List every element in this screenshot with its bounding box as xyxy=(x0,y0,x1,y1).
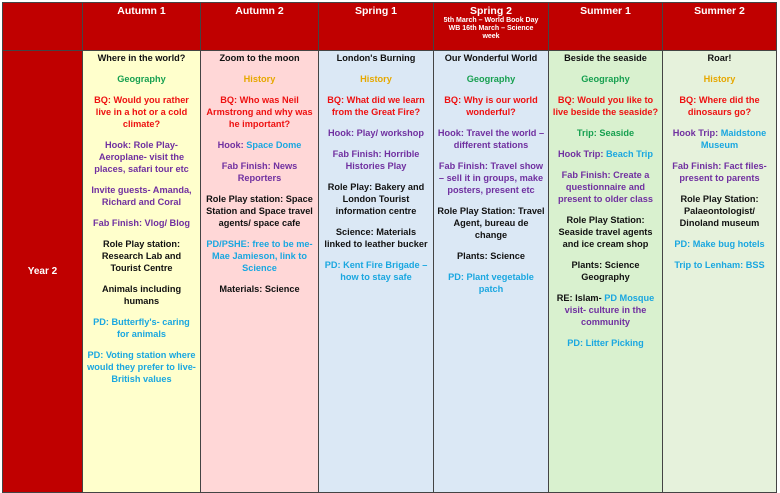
list-item: Role Play station: Space Station and Space travel agents/ space cafe xyxy=(206,194,313,228)
term-cell-summer-1 xyxy=(549,51,663,493)
list-item: Fab Finish: Travel show – sell it in groups, make posters, present etc xyxy=(438,161,544,195)
list-item: Plants: Science Geography xyxy=(571,260,640,282)
list-item xyxy=(666,127,773,151)
list-item: Animals including humans xyxy=(101,284,182,306)
list-item xyxy=(204,139,315,151)
list-item-part: Hook: xyxy=(217,140,247,150)
list-item: Role Play Station: Travel Agent, bureau de change xyxy=(437,206,545,240)
term-header-spring-2: Spring 2 5th March – World Book Day WB 16th March – Science week xyxy=(434,3,549,51)
term-header-autumn-1: Autumn 1 xyxy=(83,3,201,51)
list-item: Role Play station: Research Lab and Tourist Centre xyxy=(101,239,182,273)
list-item: Hook: Play/ workshop xyxy=(328,128,424,138)
list-item xyxy=(552,148,659,160)
list-item: Role Play Station: Seaside travel agents and ice cream shop xyxy=(558,215,653,249)
list-item-part: PD Mosque xyxy=(604,293,655,303)
list-item-part: Hook Trip: xyxy=(672,128,721,138)
list-item: History xyxy=(243,74,276,84)
list-item: Roar! xyxy=(707,53,732,63)
term-cell-autumn-1 xyxy=(83,51,201,493)
list-item: BQ: Why is our world wonderful? xyxy=(444,95,538,117)
list-item: BQ: Who was Neil Armstrong and why was he important? xyxy=(206,95,313,129)
list-item-part: RE: Islam- xyxy=(556,293,605,303)
list-item: Invite guests- Amanda, Richard and Coral xyxy=(91,185,192,207)
list-item: Fab Finish: News Reporters xyxy=(221,161,298,183)
list-item: PD: Voting station where would they prefer to live- British values xyxy=(87,350,196,384)
list-item-part: Beach Trip xyxy=(606,149,653,159)
list-item: Materials: Science xyxy=(219,284,300,294)
header-blank-cell xyxy=(3,3,83,51)
list-item: Geography xyxy=(466,74,516,84)
list-item: Fab Finish: Create a questionnaire and present to older class xyxy=(558,170,653,204)
list-item: History xyxy=(703,74,736,84)
list-item: PD: Butterfly's- caring for animals xyxy=(93,317,190,339)
list-item: PD: Kent Fire Brigade – how to stay safe xyxy=(324,260,428,282)
spring-2-note-world-book-day: 5th March – World Book Day xyxy=(443,17,539,24)
term-header-summer-2: Summer 2 xyxy=(663,3,777,51)
term-cell-spring-1 xyxy=(319,51,434,493)
list-item: PD/PSHE: free to be me- Mae Jamieson, link to Science xyxy=(206,239,313,273)
term-header-autumn-2: Autumn 2 xyxy=(201,3,319,51)
term-cell-spring-2 xyxy=(434,51,549,493)
list-item: BQ: What did we learn from the Great Fire? xyxy=(327,95,425,117)
list-item: Geography xyxy=(581,74,630,84)
list-item: Fab Finish: Fact files- present to parents xyxy=(672,161,767,183)
list-item: Plants: Science xyxy=(457,251,525,261)
list-item: BQ: Would you like to live beside the seaside? xyxy=(552,95,659,117)
list-item: London's Burning xyxy=(336,53,416,63)
list-item: History xyxy=(360,74,392,84)
list-item: Hook: Travel the world – different stations xyxy=(437,128,545,150)
list-item-part: visit- culture in the community xyxy=(564,305,647,327)
list-item-part: Space Dome xyxy=(246,140,302,150)
list-item: Trip to Lenham: BSS xyxy=(674,260,765,270)
list-item: Role Play: Bakery and London Tourist information centre xyxy=(327,182,425,216)
list-item-part: Maidstone Museum xyxy=(700,128,767,150)
list-item: BQ: Would you rather live in a hot or a cold climate? xyxy=(94,95,189,129)
list-item: Zoom to the moon xyxy=(219,53,300,63)
list-item: Science: Materials linked to leather bucker xyxy=(324,227,428,249)
list-item-part: Hook Trip: xyxy=(558,149,606,159)
list-item: BQ: Where did the dinosaurs go? xyxy=(679,95,760,117)
spring-2-note-science-week: WB 16th March – Science xyxy=(448,25,534,32)
list-item: Role Play Station: Palaeontologist/ Dinoland museum xyxy=(679,194,760,228)
year-label: Year 2 xyxy=(3,51,83,493)
term-cell-autumn-2 xyxy=(201,51,319,493)
spring-2-note-week: week xyxy=(482,33,500,40)
list-item: Where in the world? xyxy=(97,53,186,63)
term-header-row xyxy=(3,3,777,51)
list-item: PD: Make bug hotels xyxy=(674,239,765,249)
list-item: PD: Plant vegetable patch xyxy=(448,272,534,294)
list-item: Fab Finish: Horrible Histories Play xyxy=(332,149,420,171)
list-item: Geography xyxy=(117,74,166,84)
list-item: Trip: Seaside xyxy=(576,128,635,138)
term-cell-summer-2 xyxy=(663,51,777,493)
list-item xyxy=(552,292,659,328)
list-item: Our Wonderful World xyxy=(444,53,538,63)
list-item: Hook: Role Play- Aeroplane- visit the places, safari tour etc xyxy=(94,140,189,174)
curriculum-table xyxy=(2,2,777,493)
term-header-spring-1: Spring 1 xyxy=(319,3,434,51)
list-item: PD: Litter Picking xyxy=(567,338,644,348)
list-item: Beside the seaside xyxy=(564,53,647,63)
term-header-summer-1: Summer 1 xyxy=(549,3,663,51)
table-row xyxy=(3,51,777,493)
list-item: Fab Finish: Vlog/ Blog xyxy=(93,218,190,228)
